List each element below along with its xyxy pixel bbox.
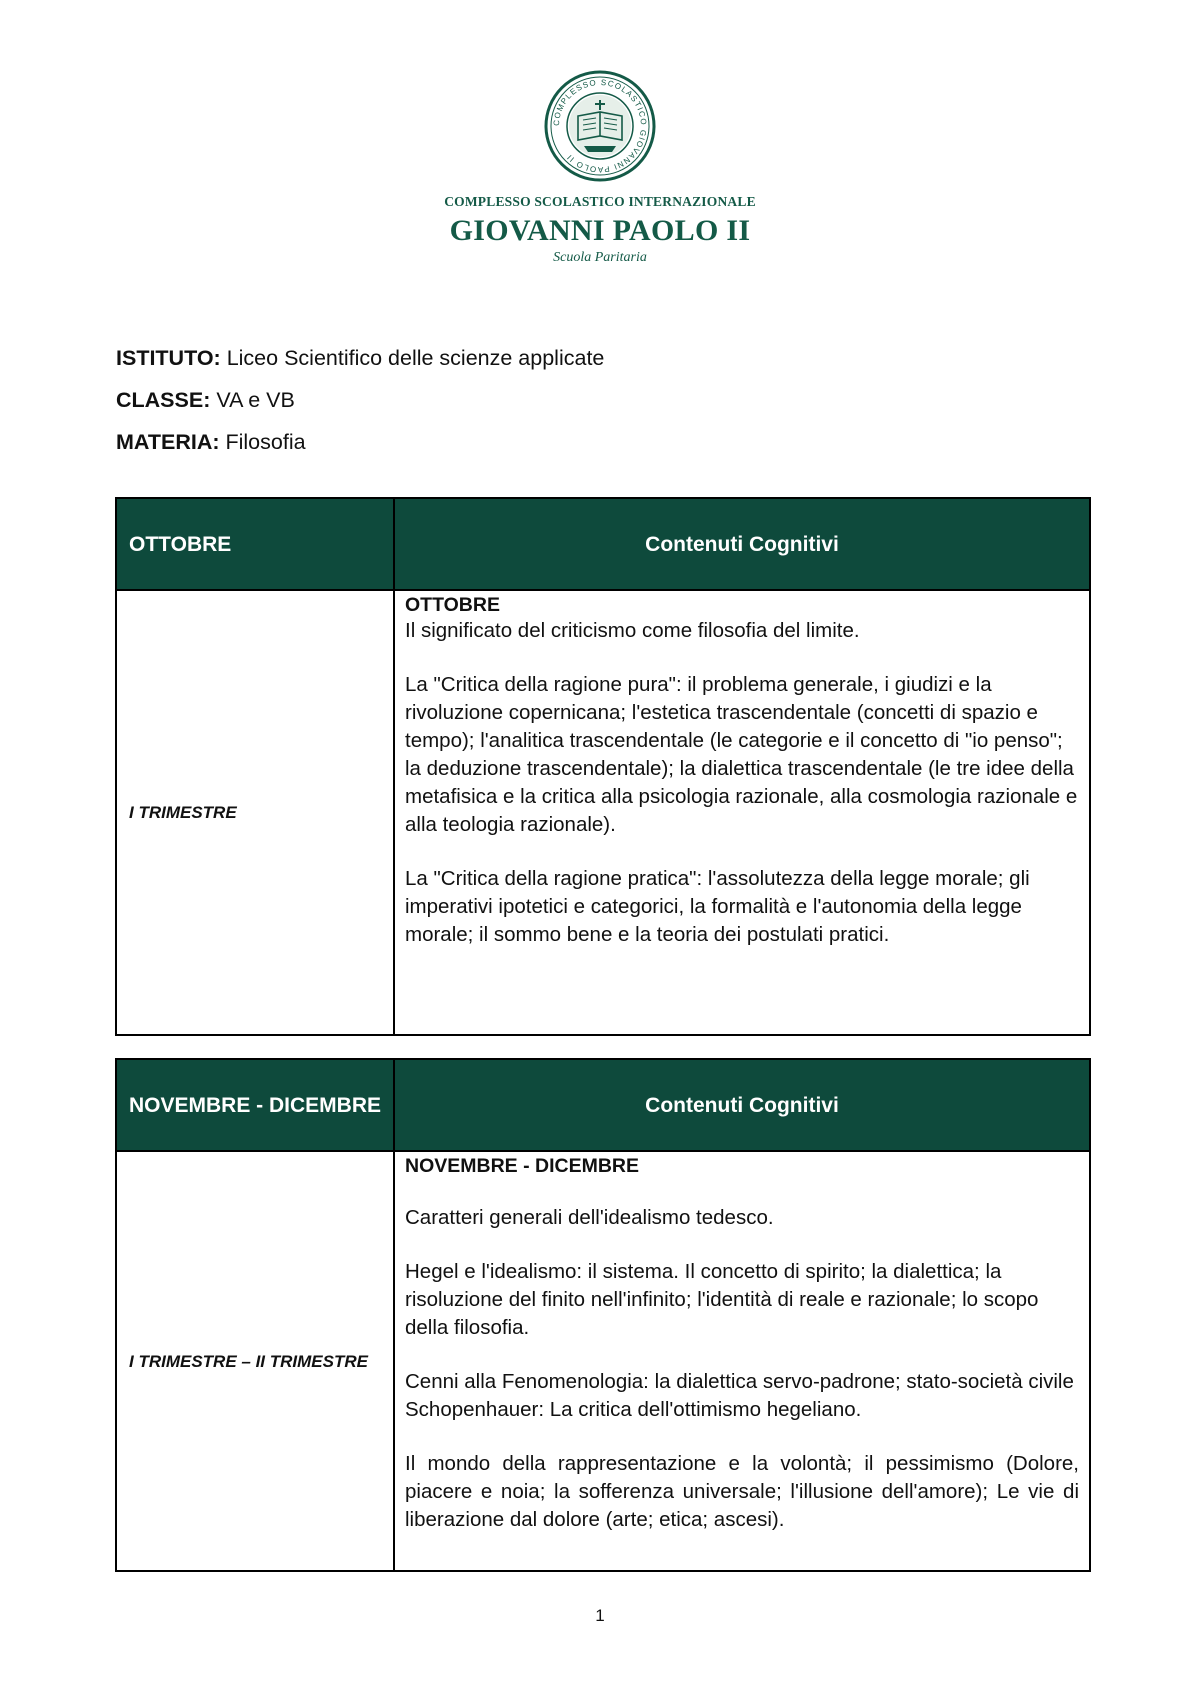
seal-text: COMPLESSO SCOLASTICO GIOVANNI PAOLO II [551,77,649,175]
period-header: OTTOBRE [116,498,394,590]
table-row [116,1151,1090,1571]
contents-header: Contenuti Cognitivi [394,1059,1090,1151]
school-logo [0,70,1200,266]
table-header-row [116,498,1090,590]
logo-institution-name: GIOVANNI PAOLO II [449,214,751,247]
period-header: NOVEMBRE - DICEMBRE [116,1059,394,1151]
contents-cell [394,1151,1090,1571]
content-paragraph: Caratteri generali dell'idealismo tedesco. [405,1206,774,1229]
istituto-label: ISTITUTO: [116,346,221,370]
content-paragraph: La "Critica della ragione pura": il problema generale, i giudizi e la rivoluzione copernicana; l'estetica trascendentale (concetti di spazio e tempo); l'analitica trascendentale (le categorie e il concetto di "io penso"; la deduzione trascendentale); la dialettica trascendentale (le tre idee della metafisica e la critica alla psicologia razionale, alla cosmologia razionale e alla teologia razionale). [405,673,1078,836]
schedule-table-ottobre [115,497,1091,1036]
content-title: OTTOBRE [405,594,500,616]
content-paragraph: La "Critica della ragione pratica": l'assolutezza della legge morale; gli imperativi ipotetici e categorici, la formalità e l'autonomia della legge morale; il sommo bene e la teoria dei postulati pratici. [405,867,1030,946]
table-row [116,590,1090,1035]
content-paragraph: Schopenhauer: La critica dell'ottimismo hegeliano. [405,1398,862,1421]
materia-label: MATERIA: [116,430,220,454]
content-paragraph: Hegel e l'idealismo: il sistema. Il concetto di spirito; la dialettica; la risoluzione del finito nell'infinito; l'identità di reale e razionale; lo scopo della filosofia. [405,1260,1039,1339]
contents-header: Contenuti Cognitivi [394,498,1090,590]
classe-row [116,387,604,429]
content-paragraph: Il significato del criticismo come filosofia del limite. [405,619,860,642]
istituto-value: Liceo Scientifico delle scienze applicate [226,346,605,370]
trimester-label: I TRIMESTRE [116,590,394,1035]
trimester-label: I TRIMESTRE – II TRIMESTRE [116,1151,394,1571]
classe-label: CLASSE: [116,388,211,412]
page-number: 1 [595,1606,605,1625]
contents-cell [394,590,1090,1035]
logo-tagline: Scuola Paritaria [553,250,647,265]
table-header-row [116,1059,1090,1151]
schedule-table-novembre-dicembre [115,1058,1091,1572]
materia-row [116,429,604,471]
content-paragraph: Cenni alla Fenomenologia: la dialettica servo-padrone; stato-società civile [405,1370,1074,1393]
classe-value: VA e VB [216,388,295,412]
content-title: NOVEMBRE - DICEMBRE [405,1155,640,1177]
content-paragraph: Il mondo della rappresentazione e la volontà; il pessimismo (Dolore, piacere e noia; la sofferenza universale; l'illusione dell'amore); Le vie di liberazione dal dolore (arte; etica; ascesi). [405,1452,1079,1531]
school-seal-icon [544,70,656,182]
logo-institution-type: COMPLESSO SCOLASTICO INTERNAZIONALE [444,194,756,209]
document-meta [116,345,604,471]
materia-value: Filosofia [225,430,306,454]
istituto-row [116,345,604,387]
